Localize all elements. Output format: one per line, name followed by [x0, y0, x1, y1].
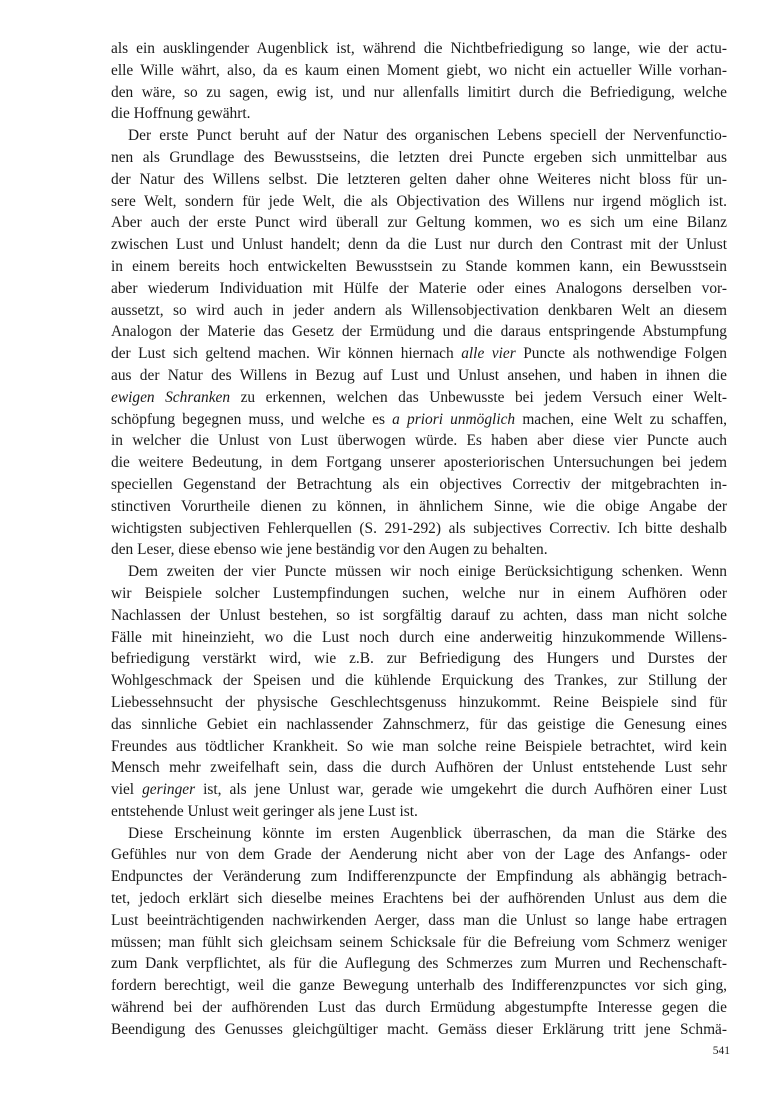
paragraph-4	[111, 823, 727, 1041]
emphasis: a priori unmöglich	[392, 410, 516, 428]
text-line: tet, jedoch erklärt sich dieselbe meines Erachtens bei der aufhörenden Unlust aus dem die	[111, 890, 727, 908]
text-line: in welcher die Unlust von Lust überwogen würde. Es haben aber diese vier Puncte auch	[111, 432, 727, 450]
text-line: Diese Erscheinung könnte im ersten Augenblick überraschen, da man die Stärke des	[128, 824, 727, 842]
text-line: der Natur des Willens selbst. Die letzteren gelten daher ohne Weiteres nicht bloss für un-	[111, 170, 727, 188]
text-line: stinctiven Vorurtheile dienen zu können, in ähnlichem Sinne, wie die obige Angabe der	[111, 497, 727, 515]
page-number: 541	[712, 1045, 730, 1057]
text-line: der Lust sich geltend machen. Wir können hiernach alle vier Puncte als nothwendige Folgen	[111, 345, 727, 363]
text-line: Lust beeinträchtigenden nachwirkenden Aerger, dass man die Unlust so lange habe ertragen	[111, 911, 727, 929]
text-line: als ein ausklingender Augenblick ist, während die Nichtbefriedigung so lange, wie der actu-	[111, 40, 727, 57]
text-line: Mensch mehr zweifelhaft sein, dass die durch Aufhören der Unlust entstehende Lust sehr	[111, 759, 727, 777]
text-line: Wohlgeschmack der Speisen und die kühlende Erquickung des Trankes, zur Stillung der	[111, 672, 727, 690]
text-line: Analogon der Materie das Gesetz der Ermüdung und die daraus entspringende Abstumpfung	[111, 323, 727, 341]
text-line: elle Wille währt, also, da es kaum einen Moment giebt, wo nicht ein actueller Wille vorhan-	[111, 61, 727, 79]
text-line: während bei der aufhörenden Lust das durch Ermüdung abgestumpfte Interesse gegen die	[111, 999, 727, 1017]
text-line: ewigen Schranken zu erkennen, welchen das Unbewusste bei jedem Versuch einer Welt-	[111, 388, 727, 406]
text-line: entstehende Unlust weit geringer als jene Lust ist.	[111, 802, 418, 820]
text-line: Aber auch der erste Punct wird überall zur Geltung kommen, wo es sich um eine Bilanz	[111, 214, 727, 232]
text-line: den Leser, diese ebenso wie jene beständig vor den Augen zu behalten.	[111, 541, 548, 559]
text-line: in einem bereits hoch entwickelten Bewusstsein zu Stande kommen kann, ein Bewusstsein	[111, 257, 727, 275]
text-line: aber wiederum Individuation mit Hülfe der Materie oder eines Analogons derselben vor-	[111, 279, 727, 297]
text-line: Freundes aus tödtlicher Krankheit. So wie man solche reine Beispiele betrachtet, wird kein	[111, 737, 727, 755]
text-line: die Hoffnung gewährt.	[111, 105, 251, 123]
text-line: befriedigung verstärkt wird, wie z.B. zur Befriedigung des Hungers und Durstes der	[111, 650, 727, 668]
text-line: Beendigung des Genusses gleichgültiger macht. Gemäss dieser Erklärung tritt jene Schmä-	[111, 1020, 727, 1038]
text-line: zwischen Lust und Unlust handelt; denn da die Lust nur durch den Contrast mit der Unlust	[111, 236, 727, 254]
text-line: aus der Natur des Willens in Bezug auf Lust und Unlust ansehen, und haben in ihnen die	[111, 366, 727, 384]
text-line: Der erste Punct beruht auf der Natur des organischen Lebens speciell der Nervenfunctio-	[128, 127, 727, 145]
text-line: wichtigsten subjectiven Fehlerquellen (S. 291-292) als subjectives Correctiv. Ich bitte deshalb	[111, 519, 727, 537]
text-line: Gefühles nur von dem Grade der Aenderung nicht aber von der Lage des Anfangs- oder	[111, 846, 727, 864]
text-line: fordern berechtigt, weil die ganze Bewegung unterhalb des Indifferenzpunctes vor sich ging,	[111, 977, 727, 995]
text-line: den wäre, so zu sagen, ewig ist, und nur allenfalls limitirt durch die Befriedigung, welche	[111, 83, 727, 101]
text-line: Liebessehnsucht der physische Geschlechtsgenuss hinzukommt. Reine Beispiele sind für	[111, 693, 727, 711]
page-body	[111, 38, 727, 1041]
emphasis: alle vier	[461, 345, 516, 363]
text-line: schöpfung begegnen muss, und welche es a priori unmöglich machen, eine Welt zu schaffen,	[111, 410, 728, 428]
emphasis: ewigen Schranken	[111, 388, 231, 406]
text-line: Dem zweiten der vier Puncte müssen wir noch einige Berücksichtigung schenken. Wenn	[128, 563, 727, 581]
emphasis: geringer	[142, 781, 196, 799]
text-line: die weitere Bedeutung, in dem Fortgang unserer aposteriorischen Untersuchungen bei jedem	[111, 454, 727, 472]
text-line: speciellen Gegenstand der Betrachtung als ein objectives Correctiv der mitgebrachten in-	[111, 475, 727, 493]
text-line: das sinnliche Gebiet ein nachlassender Zahnschmerz, für das geistige die Genesung eines	[111, 715, 727, 733]
paragraph-2	[111, 125, 727, 561]
paragraph-3	[111, 561, 727, 823]
text-line: zum Dank verpflichtet, als für die Auflegung des Schmerzes zum Murren und Rechenschaft-	[111, 955, 727, 973]
text-line: wir Beispiele solcher Lustempfindungen suchen, welche nur in einem Aufhören oder	[111, 584, 727, 602]
text-line: aussetzt, so wird auch in jeder andern als Willensobjectivation denkbaren Welt an diesem	[111, 301, 727, 319]
text-line: sere Welt, sondern für jede Welt, die als Objectivation des Willens nur irgend möglich ist.	[111, 192, 727, 210]
text-line: Nachlassen der Unlust bestehen, so ist sorgfältig darauf zu achten, dass man nicht solche	[111, 606, 727, 624]
text-line: Fälle mit hineinzieht, wo die Lust noch durch eine anderweitig hinzukommende Willens-	[111, 628, 727, 646]
text-line: nen als Grundlage des Bewusstseins, die letzten drei Puncte ergeben sich unmittelbar aus	[111, 148, 727, 166]
text-line: viel geringer ist, als jene Unlust war, gerade wie umgekehrt die durch Aufhören einer Lust	[111, 781, 727, 799]
text-line: Endpunctes der Veränderung zum Indifferenzpuncte der Empfindung als abhängig betrach-	[111, 868, 727, 886]
text-line: müssen; man fühlt sich gleichsam seinem Schicksale für die Befreiung vom Schmerz weniger	[111, 933, 727, 951]
paragraph-1	[111, 38, 727, 125]
